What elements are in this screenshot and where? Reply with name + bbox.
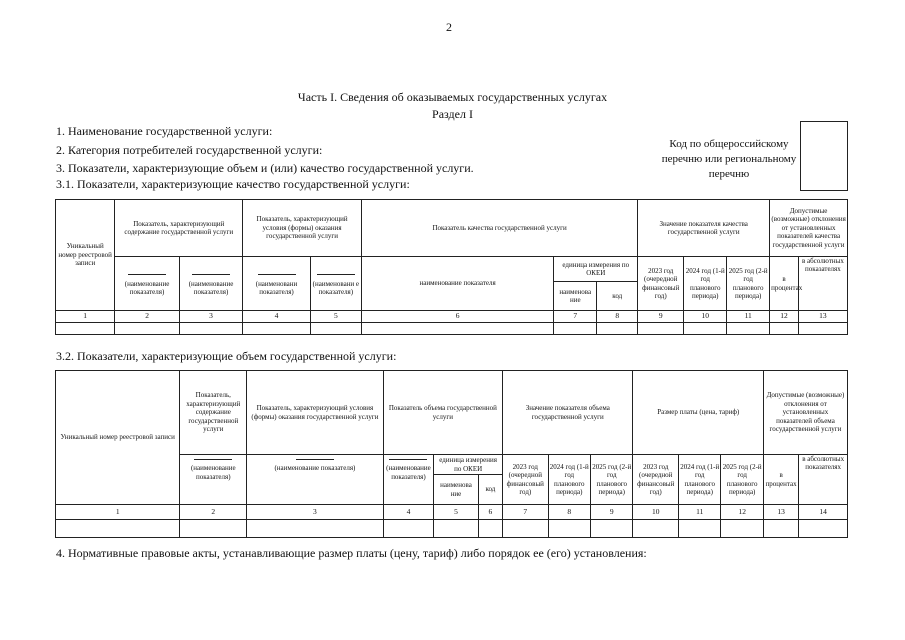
empty-cell[interactable] (179, 323, 242, 335)
empty-cell[interactable] (478, 520, 502, 538)
empty-cell[interactable] (56, 323, 115, 335)
item-volume-indicators: 3.2. Показатели, характеризующие объем государственной услуги: (56, 349, 397, 363)
indicator-name-label: (наименование показателя) (188, 279, 234, 297)
empty-cell[interactable] (56, 520, 180, 538)
cell-indicator-name (247, 455, 384, 505)
column-number: 2 (180, 505, 247, 520)
column-number: 10 (684, 311, 727, 323)
fee-2025-header: 2025 год (2-й год планового периода) (721, 455, 763, 505)
cell-indicator-name (179, 257, 242, 311)
section-title: Раздел I (432, 107, 473, 121)
column-number: 8 (548, 505, 590, 520)
empty-cell[interactable] (684, 323, 727, 335)
empty-cell[interactable] (361, 323, 553, 335)
empty-cell[interactable] (638, 323, 684, 335)
unit-name-header: наименова ние (554, 282, 597, 311)
header-deviation: Допустимые (возможные) отклонения от установленных показателей качества государственной услуги (770, 200, 848, 257)
unit-code-header: код (478, 475, 502, 505)
empty-cell[interactable] (180, 520, 247, 538)
column-number: 9 (638, 311, 684, 323)
column-number: 11 (678, 505, 720, 520)
column-number: 10 (633, 505, 679, 520)
empty-cell[interactable] (799, 520, 848, 538)
column-number: 1 (56, 505, 180, 520)
blank-line (128, 270, 166, 275)
column-number: 2 (115, 311, 179, 323)
deviation-absolute-header: в абсолютных показателях (798, 257, 847, 311)
column-number: 5 (434, 505, 479, 520)
header-registry-number: Уникальный номер реестровой записи (56, 371, 180, 505)
column-number: 4 (383, 505, 434, 520)
unit-okei-header: единица измерения по ОКЕИ (554, 257, 638, 282)
year-2025-header: 2025 год (2-й год планового периода) (727, 257, 770, 311)
blank-line (194, 455, 232, 460)
item-regulatory-acts: 4. Нормативные правовые акты, устанавливающие размер платы (цену, тариф) либо порядок ее (его) установления: (56, 546, 647, 560)
table-row (56, 323, 848, 335)
blank-line (389, 455, 427, 460)
column-number: 1 (56, 311, 115, 323)
part-title: Часть I. Сведения об оказываемых государственных услугах (297, 90, 608, 104)
deviation-percent-header: в процентах (770, 257, 799, 311)
column-number: 6 (478, 505, 502, 520)
header-fee: Размер платы (цена, тариф) (633, 371, 763, 455)
empty-cell[interactable] (383, 520, 434, 538)
indicator-name-label: (наименование показателя) (190, 464, 236, 481)
empty-cell[interactable] (434, 520, 479, 538)
header-volume-value: Значение показателя объема государственной услуги (503, 371, 633, 455)
unit-name-header: наименова ние (434, 475, 479, 505)
year-2024-header: 2024 год (1-й год планового периода) (548, 455, 590, 505)
item-consumer-category: 2. Категория потребителей государственной услуги: (56, 143, 323, 157)
header-deviation: Допустимые (возможные) отклонения от установленных показателей объема государственной услуги (763, 371, 847, 455)
indicator-name-label: (наименование показателя) (274, 464, 356, 473)
empty-cell[interactable] (721, 520, 763, 538)
empty-cell[interactable] (597, 323, 638, 335)
column-number: 3 (179, 311, 242, 323)
item-indicators: 3. Показатели, характеризующие объем и (или) качество государственной услуги. (56, 161, 474, 175)
cell-indicator-name (383, 455, 434, 505)
empty-cell[interactable] (633, 520, 679, 538)
indicator-name-label: (наименовани е показателя) (312, 279, 360, 297)
empty-cell[interactable] (503, 520, 549, 538)
year-2025-header: 2025 год (2-й год планового периода) (591, 455, 633, 505)
empty-cell[interactable] (247, 520, 384, 538)
column-number: 11 (727, 311, 770, 323)
header-content-indicator: Показатель, характеризующий содержание государственной услуги (115, 200, 243, 257)
column-number: 12 (721, 505, 763, 520)
cell-indicator-name (243, 257, 311, 311)
empty-cell[interactable] (770, 323, 799, 335)
column-number: 6 (361, 311, 553, 323)
header-quality-indicator: Показатель качества государственной услуги (361, 200, 637, 257)
empty-cell[interactable] (798, 323, 847, 335)
column-number: 4 (243, 311, 311, 323)
unit-okei-header: единица измерения по ОКЕИ (434, 455, 503, 475)
column-number: 3 (247, 505, 384, 520)
column-number: 13 (798, 311, 847, 323)
column-number: 7 (503, 505, 549, 520)
cell-indicator-name (180, 455, 247, 505)
item-quality-indicators: 3.1. Показатели, характеризующие качество государственной услуги: (56, 177, 410, 191)
okved-code-box[interactable] (800, 121, 848, 191)
header-condition-indicator: Показатель, характеризующий условия (формы) оказания государственной услуги (243, 200, 362, 257)
indicator-name-label: (наименование показателя) (124, 279, 170, 297)
empty-cell[interactable] (243, 323, 311, 335)
column-number: 13 (763, 505, 798, 520)
column-number: 7 (554, 311, 597, 323)
item-service-name: 1. Наименование государственной услуги: (56, 124, 273, 138)
header-content-indicator: Показатель, характеризующий содержание государственной услуги (180, 371, 247, 455)
year-2023-header: 2023 год (очередной финансовый год) (638, 257, 684, 311)
volume-indicators-table (55, 370, 848, 538)
deviation-percent-header: в процентах (763, 455, 798, 505)
okved-code-label: Код по общероссийскому перечню или региональному перечню (661, 138, 797, 180)
blank-line (317, 270, 355, 275)
empty-cell[interactable] (548, 520, 590, 538)
column-number: 12 (770, 311, 799, 323)
fee-2024-header: 2024 год (1-й год планового периода) (678, 455, 720, 505)
column-number: 8 (597, 311, 638, 323)
year-2024-header: 2024 год (1-й год планового периода) (684, 257, 727, 311)
header-volume-indicator: Показатель объема государственной услуги (383, 371, 502, 455)
quality-indicator-name-header: наименование показателя (361, 257, 553, 311)
column-number: 5 (310, 311, 361, 323)
empty-cell[interactable] (763, 520, 798, 538)
header-quality-value: Значение показателя качества государственной услуги (638, 200, 770, 257)
fee-2023-header: 2023 год (очередной финансовый год) (633, 455, 679, 505)
year-2023-header: 2023 год (очередной финансовый год) (503, 455, 549, 505)
empty-cell[interactable] (554, 323, 597, 335)
blank-line (258, 270, 296, 275)
cell-indicator-name (310, 257, 361, 311)
cell-indicator-name (115, 257, 179, 311)
deviation-absolute-header: в абсолютных показателях (799, 455, 848, 505)
empty-cell[interactable] (310, 323, 361, 335)
empty-cell[interactable] (591, 520, 633, 538)
column-number: 9 (591, 505, 633, 520)
unit-code-header: код (597, 282, 638, 311)
indicator-name-label: (наименовани показателя) (255, 279, 298, 297)
blank-line (192, 270, 230, 275)
page-number: 2 (446, 20, 452, 34)
empty-cell[interactable] (727, 323, 770, 335)
header-registry-number: Уникальный номер реестровой записи (56, 200, 115, 311)
indicator-name-label: (наименование показателя) (386, 464, 431, 481)
quality-indicators-table (55, 199, 848, 335)
empty-cell[interactable] (678, 520, 720, 538)
table-row (56, 520, 848, 538)
empty-cell[interactable] (115, 323, 179, 335)
column-number: 14 (799, 505, 848, 520)
header-condition-indicator: Показатель, характеризующий условия (формы) оказания государственной услуги (247, 371, 384, 455)
blank-line (296, 455, 334, 460)
